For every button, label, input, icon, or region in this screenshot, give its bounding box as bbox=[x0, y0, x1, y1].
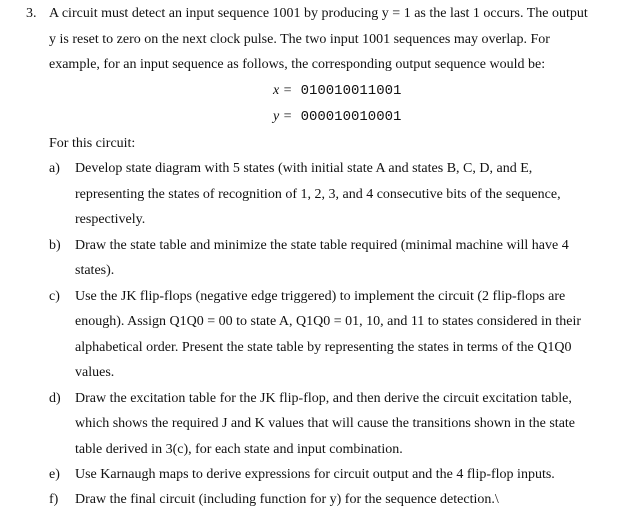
y-sequence-row bbox=[273, 108, 401, 126]
x-sequence: 010010011001 bbox=[300, 83, 402, 99]
item-f-line-1: Draw the final circuit (including function for y) for the sequence detection.\ bbox=[75, 492, 499, 507]
y-sequence: 000010010001 bbox=[300, 109, 402, 125]
x-sequence-row bbox=[273, 82, 401, 100]
y-label: y = bbox=[273, 109, 293, 124]
item-d-line-3: table derived in 3(c), for each state and input combination. bbox=[75, 442, 403, 457]
for-this-circuit: For this circuit: bbox=[49, 136, 136, 151]
item-a-line-3: respectively. bbox=[75, 212, 146, 227]
item-e-label: e) bbox=[49, 467, 60, 482]
item-d-line-1: Draw the excitation table for the JK flip-flop, and then derive the circuit excitation table, bbox=[75, 391, 572, 406]
item-c-line-4: values. bbox=[75, 365, 115, 380]
item-c-line-1: Use the JK flip-flops (negative edge triggered) to implement the circuit (2 flip-flops are bbox=[75, 289, 566, 304]
item-c-line-2: enough). Assign Q1Q0 = 00 to state A, Q1Q0 = 01, 10, and 11 to states considered in their bbox=[75, 314, 581, 329]
item-a-line-2: representing the states of recognition of 1, 2, 3, and 4 consecutive bits of the sequence, bbox=[75, 187, 561, 202]
item-d-line-2: which shows the required J and K values that will cause the transitions shown in the state bbox=[75, 416, 576, 431]
item-f-label: f) bbox=[49, 492, 59, 507]
intro-line-1: A circuit must detect an input sequence 1001 by producing y = 1 as the last 1 occurs. The output bbox=[49, 6, 588, 21]
item-b-line-1: Draw the state table and minimize the state table required (minimal machine will have 4 bbox=[75, 238, 569, 253]
item-a-label: a) bbox=[49, 161, 60, 176]
item-b-line-2: states). bbox=[75, 263, 115, 278]
item-c-label: c) bbox=[49, 289, 60, 304]
item-e-line-1: Use Karnaugh maps to derive expressions for circuit output and the 4 flip-flop inputs. bbox=[75, 467, 555, 482]
problem-number: 3. bbox=[26, 6, 37, 21]
item-b-label: b) bbox=[49, 238, 61, 253]
intro-line-3: example, for an input sequence as follows, the corresponding output sequence would be: bbox=[49, 57, 546, 72]
intro-line-2: y is reset to zero on the next clock pulse. The two input 1001 sequences may overlap. For bbox=[49, 32, 550, 47]
item-c-line-3: alphabetical order. Present the state table by representing the states in terms of the Q1Q0 bbox=[75, 340, 572, 355]
item-d-label: d) bbox=[49, 391, 61, 406]
x-label: x = bbox=[273, 83, 293, 98]
item-a-line-1: Develop state diagram with 5 states (with initial state A and states B, C, D, and E, bbox=[75, 161, 533, 176]
